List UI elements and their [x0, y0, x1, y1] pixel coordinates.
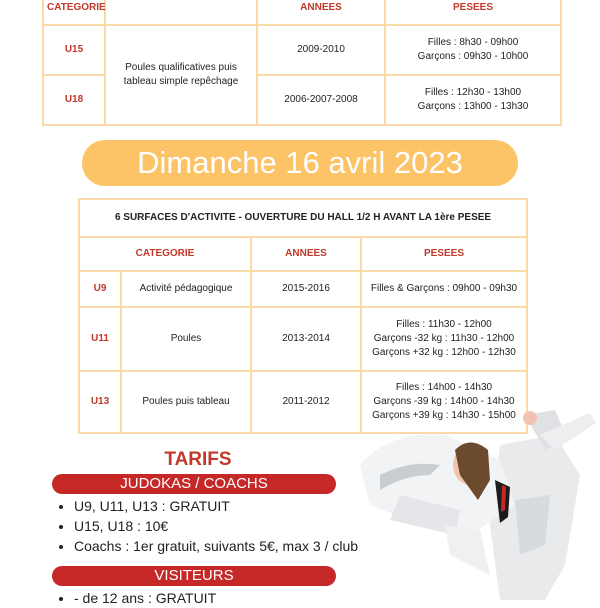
category-cell: U11 [79, 307, 121, 371]
table-row [79, 307, 527, 371]
list-item: • U9, U11, U13 : GRATUIT [74, 496, 358, 516]
judokas-coachs-label: JUDOKAS / COACHS [52, 474, 336, 494]
table-row [43, 25, 561, 75]
sunday-schedule-table [78, 198, 528, 434]
annees-cell: 2006-2007-2008 [257, 75, 385, 125]
category-cell: U18 [43, 75, 105, 125]
list-item: • Coachs : 1er gratuit, suivants 5€, max 3 / club [74, 536, 358, 556]
format-cell: Poules qualificatives puis tableau simple repêchage [105, 25, 257, 125]
header-pesees: PESEES [385, 0, 561, 25]
header-categorie: CATEGORIE [79, 237, 251, 271]
category-cell: U9 [79, 271, 121, 307]
pesee-line: Filles & Garçons : 09h00 - 09h30 [370, 283, 518, 294]
header-pesees: PESEES [361, 237, 527, 271]
visiteurs-price-list [56, 588, 216, 608]
pesees-cell [385, 25, 561, 75]
pesee-line: Garçons -32 kg : 11h30 - 12h00 [373, 333, 515, 344]
pesee-line: Garçons +39 kg : 14h30 - 15h00 [372, 410, 516, 421]
judokas-price-list [56, 496, 358, 556]
annees-cell: 2015-2016 [251, 271, 361, 307]
pesees-cell [361, 271, 527, 307]
pesee-line: Filles : 11h30 - 12h00 [396, 319, 492, 330]
annees-cell: 2009-2010 [257, 25, 385, 75]
format-cell: Poules [121, 307, 251, 371]
list-item: • U15, U18 : 10€ [74, 516, 358, 536]
header-annees: ANNEES [251, 237, 361, 271]
table-title: 6 SURFACES D'ACTIVITE - OUVERTURE DU HALL 1/2 H AVANT LA 1ère PESEE [79, 199, 527, 237]
header-annees: ANNEES [257, 0, 385, 25]
pesee-line: Garçons -39 kg : 14h00 - 14h30 [373, 396, 515, 407]
pesee-line: Filles : 8h30 - 09h00 [427, 37, 519, 48]
category-cell: U13 [79, 371, 121, 433]
pesee-line: Filles : 12h30 - 13h00 [424, 87, 522, 98]
format-cell: Activité pédagogique [121, 271, 251, 307]
pesees-cell [361, 307, 527, 371]
header-categorie: CATEGORIE [43, 0, 105, 25]
table-row [79, 271, 527, 307]
header-format [105, 0, 257, 25]
tarifs-title: TARIFS [164, 449, 232, 470]
date-banner: Dimanche 16 avril 2023 [82, 140, 518, 186]
format-cell: Poules puis tableau [121, 371, 251, 433]
annees-cell: 2011-2012 [251, 371, 361, 433]
pesee-line: Garçons : 09h30 - 10h00 [417, 51, 529, 62]
annees-cell: 2013-2014 [251, 307, 361, 371]
pesees-cell [385, 75, 561, 125]
pesee-line: Filles : 14h00 - 14h30 [395, 382, 493, 393]
pesee-line: Garçons : 13h00 - 13h30 [417, 101, 529, 112]
visiteurs-label: VISITEURS [52, 566, 336, 586]
judo-photo [350, 405, 600, 600]
list-item: • - de 12 ans : GRATUIT [74, 588, 216, 608]
category-cell: U15 [43, 25, 105, 75]
pesee-line: Garçons +32 kg : 12h00 - 12h30 [372, 347, 516, 358]
saturday-schedule-table [42, 0, 562, 126]
